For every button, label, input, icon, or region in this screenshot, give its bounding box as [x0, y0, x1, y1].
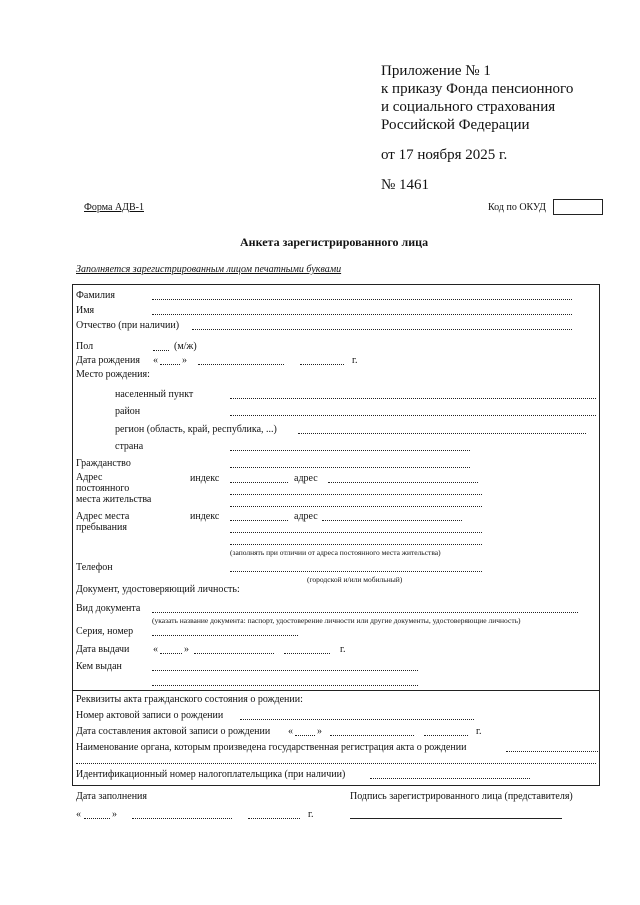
country-label: страна	[115, 441, 144, 452]
act-date-quote-open: «	[288, 726, 293, 737]
locality-input[interactable]	[230, 398, 596, 399]
act-year-suffix: г.	[476, 726, 482, 737]
name-label: Имя	[76, 305, 95, 316]
act-year-input[interactable]	[424, 735, 468, 736]
country-input[interactable]	[230, 450, 470, 451]
citizenship-input[interactable]	[230, 467, 470, 468]
issued-by-label: Кем выдан	[76, 661, 122, 672]
sex-input[interactable]	[153, 350, 169, 351]
act-date-quote-close: »	[317, 726, 322, 737]
header-country: Российской Федерации	[381, 117, 530, 133]
locality-label: населенный пункт	[115, 389, 194, 400]
perm-address-sublabel: адрес	[294, 473, 318, 484]
birth-date-quote-open: «	[153, 355, 158, 366]
perm-address-label-1: Адрес	[76, 472, 103, 483]
issue-date-label: Дата выдачи	[76, 644, 130, 655]
surname-input[interactable]	[152, 299, 572, 300]
perm-address-input-3[interactable]	[230, 506, 482, 507]
region-label: регион (область, край, республика, ...)	[115, 424, 277, 435]
stay-address-input-1[interactable]	[322, 520, 462, 521]
perm-address-input-1[interactable]	[328, 482, 478, 483]
act-org-label: Наименование органа, которым произведена государственная регистрация акта о рождении	[76, 742, 467, 753]
birth-year-input[interactable]	[300, 364, 344, 365]
act-org-input-2[interactable]	[76, 763, 596, 764]
citizenship-label: Гражданство	[76, 458, 131, 469]
perm-address-label-3: места жительства	[76, 494, 152, 505]
series-number-input[interactable]	[152, 635, 298, 636]
birth-place-label: Место рождения:	[76, 369, 150, 380]
fill-date-quote-close: »	[112, 809, 117, 820]
doc-type-hint: (указать название документа: паспорт, удостоверение личности или другие документы, удостоверяющие личность)	[152, 616, 521, 625]
issue-year-suffix: г.	[340, 644, 346, 655]
stay-address-input-2[interactable]	[230, 532, 482, 533]
issue-month-input[interactable]	[194, 653, 274, 654]
id-doc-label: Документ, удостоверяющий личность:	[76, 584, 240, 595]
fill-year-suffix: г.	[308, 809, 314, 820]
phone-label: Телефон	[76, 562, 113, 573]
act-day-input[interactable]	[295, 735, 315, 736]
form-code: Форма АДВ-1	[84, 202, 144, 213]
perm-address-label-2: постоянного	[76, 483, 130, 494]
stay-hint: (заполнять при отличии от адреса постоянного места жительства)	[230, 548, 441, 557]
district-input[interactable]	[230, 415, 596, 416]
act-number-input[interactable]	[240, 719, 474, 720]
signature-label: Подпись зарегистрированного лица (представителя)	[350, 791, 573, 802]
stay-address-input-3[interactable]	[230, 544, 482, 545]
issue-date-quote-open: «	[153, 644, 158, 655]
fill-year-input[interactable]	[248, 818, 300, 819]
header-appendix: Приложение № 1	[381, 63, 491, 79]
okud-label: Код по ОКУД	[488, 202, 546, 213]
birth-year-suffix: г.	[352, 355, 358, 366]
form-title: Анкета зарегистрированного лица	[240, 235, 429, 249]
inn-label: Идентификационный номер налогоплательщика (при наличии)	[76, 769, 346, 780]
birth-date-quote-close: »	[182, 355, 187, 366]
act-month-input[interactable]	[330, 735, 414, 736]
okud-field[interactable]	[553, 199, 603, 215]
inn-input[interactable]	[370, 778, 530, 779]
form-subtitle: Заполняется зарегистрированным лицом печатными буквами	[76, 264, 342, 275]
name-input[interactable]	[152, 314, 572, 315]
fill-date-quote-open: «	[76, 809, 81, 820]
series-number-label: Серия, номер	[76, 626, 134, 637]
region-input[interactable]	[298, 433, 586, 434]
perm-index-label: индекс	[190, 473, 220, 484]
signature-input[interactable]	[350, 818, 562, 819]
doc-type-input[interactable]	[152, 612, 578, 613]
act-org-input-1[interactable]	[506, 751, 598, 752]
fill-date-label: Дата заполнения	[76, 791, 147, 802]
header-number: № 1461	[381, 177, 430, 193]
district-label: район	[115, 406, 141, 417]
perm-index-input[interactable]	[230, 482, 288, 483]
phone-hint: (городской и/или мобильный)	[307, 575, 403, 584]
stay-address-label-2: пребывания	[76, 522, 127, 533]
issue-date-quote-close: »	[184, 644, 189, 655]
surname-label: Фамилия	[76, 290, 115, 301]
issue-day-input[interactable]	[160, 653, 182, 654]
stay-index-label: индекс	[190, 511, 220, 522]
issued-by-input-1[interactable]	[152, 670, 418, 671]
birth-month-input[interactable]	[198, 364, 284, 365]
stay-index-input[interactable]	[230, 520, 288, 521]
act-date-label: Дата составления актовой записи о рождении	[76, 726, 271, 737]
civil-act-label: Реквизиты акта гражданского состояния о рождении:	[76, 694, 303, 705]
issued-by-input-2[interactable]	[152, 685, 418, 686]
fill-day-input[interactable]	[84, 818, 110, 819]
sex-hint: (м/ж)	[174, 341, 197, 352]
act-number-label: Номер актовой записи о рождении	[76, 710, 224, 721]
stay-address-label-1: Адрес места	[76, 511, 130, 522]
doc-type-label: Вид документа	[76, 603, 141, 614]
sex-label: Пол	[76, 341, 94, 352]
issue-year-input[interactable]	[284, 653, 330, 654]
patronymic-input[interactable]	[192, 329, 572, 330]
header-date: от 17 ноября 2025 г.	[381, 147, 508, 163]
phone-input[interactable]	[230, 571, 482, 572]
fill-month-input[interactable]	[132, 818, 232, 819]
divider	[72, 690, 599, 691]
header-order: к приказу Фонда пенсионного	[381, 81, 574, 97]
patronymic-label: Отчество (при наличии)	[76, 320, 180, 331]
stay-address-sublabel: адрес	[294, 511, 318, 522]
perm-address-input-2[interactable]	[230, 494, 482, 495]
birth-date-label: Дата рождения	[76, 355, 140, 366]
birth-day-input[interactable]	[160, 364, 180, 365]
header-fund: и социального страхования	[381, 99, 556, 115]
